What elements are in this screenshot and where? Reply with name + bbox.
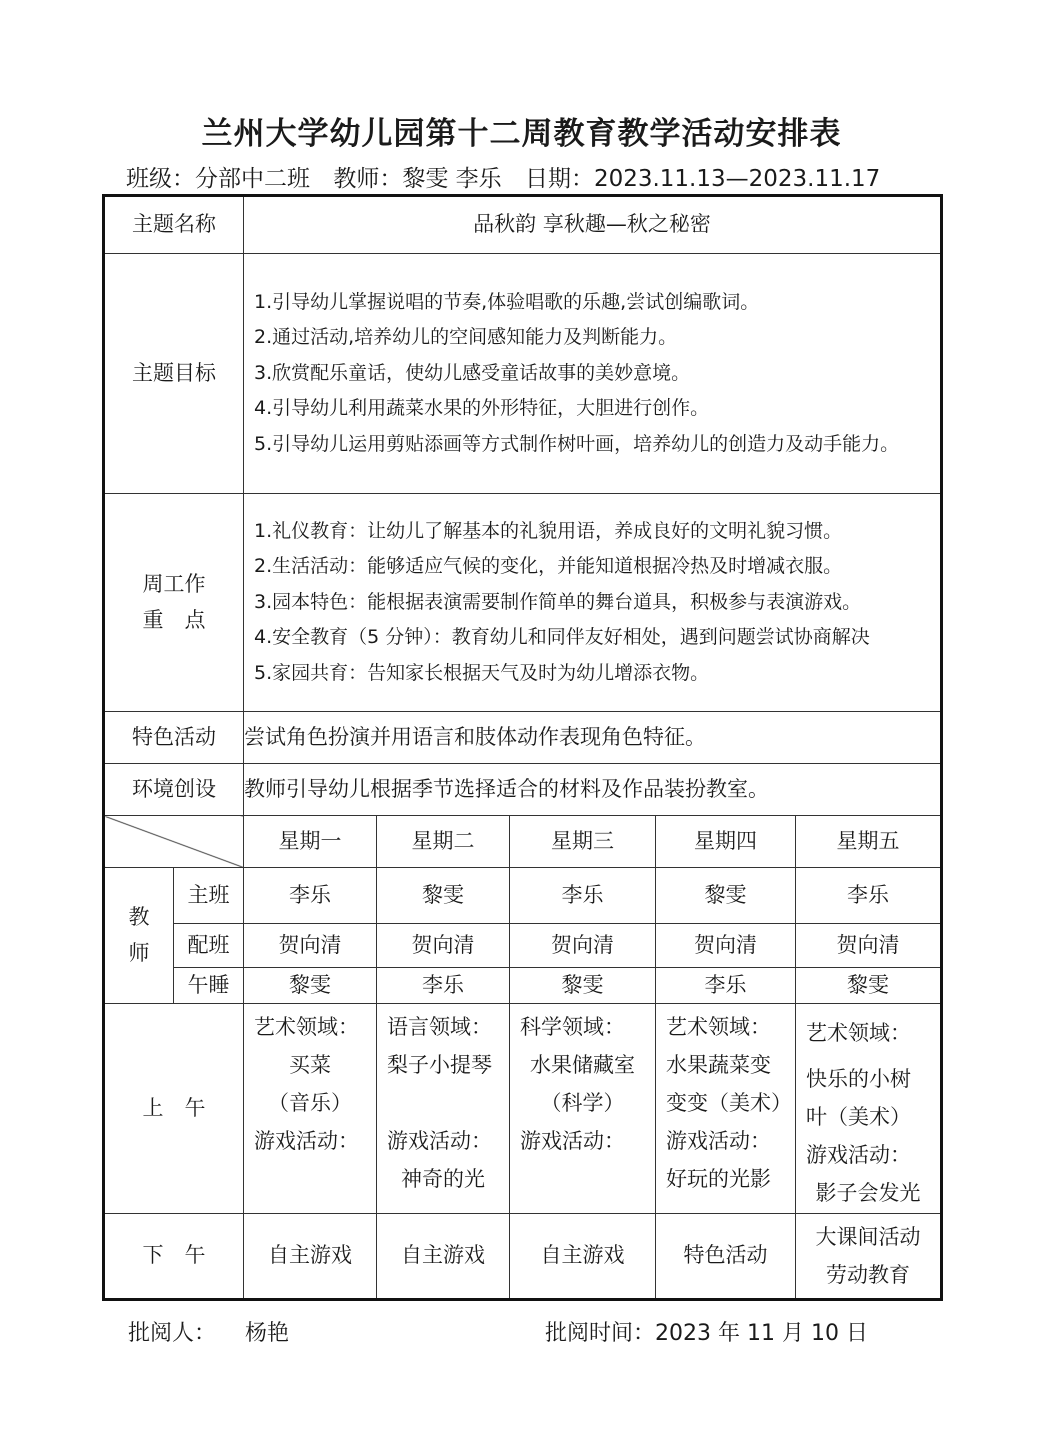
teacher-cell: 李乐 (656, 968, 796, 1004)
theme-row (104, 196, 942, 254)
date-label: 日期：2023.11.13—2023.11.17 (524, 166, 881, 192)
days-header-row (104, 816, 942, 868)
teacher-role-label: 配班 (174, 924, 244, 968)
morning-line: 神奇的光 (401, 1167, 485, 1191)
teacher-cell: 黎雯 (656, 868, 796, 924)
theme-label: 主题名称 (104, 196, 244, 254)
teacher-cell: 黎雯 (510, 968, 656, 1004)
teacher-row-assist (104, 924, 942, 968)
weekly-focus-list (244, 494, 942, 712)
morning-line: 游戏活动： (666, 1129, 771, 1153)
teacher-cell: 贺向清 (510, 924, 656, 968)
afternoon-line: 大课间活动 (815, 1225, 921, 1249)
goal-item: 3.欣赏配乐童话，使幼儿感受童话故事的美妙意境。 (254, 361, 691, 384)
goal-item: 4.引导幼儿利用蔬菜水果的外形特征，大胆进行创作。 (254, 397, 710, 420)
morning-row (104, 1004, 942, 1214)
morning-line: 艺术领域： (806, 1021, 911, 1045)
teacher-role-label: 主班 (174, 868, 244, 924)
afternoon-label: 下 午 (104, 1214, 244, 1300)
morning-label: 上 午 (104, 1004, 244, 1214)
goals-row (104, 254, 942, 494)
special-row (104, 712, 942, 764)
afternoon-cell: 特色活动 (656, 1214, 796, 1300)
morning-line: 游戏活动： (387, 1129, 492, 1153)
afternoon-cell: 自主游戏 (377, 1214, 510, 1300)
reviewer-label: 批阅人： (128, 1321, 217, 1346)
goals-label: 主题目标 (104, 254, 244, 494)
morning-line: 艺术领域： (666, 1015, 771, 1039)
morning-line: 水果储藏室 (530, 1053, 635, 1077)
morning-line: （科学） (540, 1091, 625, 1115)
teacher-group-label-1: 教 (128, 905, 150, 930)
special-value: 尝试角色扮演并用语言和肢体动作表现角色特征。 (244, 712, 942, 764)
focus-item: 3.园本特色：能根据表演需要制作简单的舞台道具，积极参与表演游戏。 (254, 590, 862, 613)
teacher-cell: 李乐 (377, 968, 510, 1004)
teacher-group-label (104, 868, 174, 1004)
review-time: 批阅时间：2023 年 11 月 10 日 (545, 1321, 868, 1346)
teacher-row-main (104, 868, 942, 924)
teacher-role-label: 午睡 (174, 968, 244, 1004)
afternoon-row (104, 1214, 942, 1300)
morning-cell-tue (377, 1004, 510, 1214)
morning-line: 快乐的小树 (806, 1067, 911, 1091)
focus-item: 4.安全教育（5 分钟）：教育幼儿和同伴友好相处，遇到问题尝试协商解决 (254, 626, 870, 649)
teacher-cell: 贺向清 (377, 924, 510, 968)
day-header: 星期四 (656, 816, 796, 868)
morning-line: 水果蔬菜变 (666, 1053, 771, 1077)
afternoon-cell-fri (796, 1214, 942, 1300)
theme-value: 品秋韵 享秋趣—秋之秘密 (244, 196, 942, 254)
teacher-cell: 李乐 (796, 868, 942, 924)
morning-line-blank (377, 1084, 509, 1122)
diagonal-header-cell (104, 816, 244, 868)
afternoon-cell: 自主游戏 (244, 1214, 377, 1300)
weekly-focus-row (104, 494, 942, 712)
teacher-cell: 黎雯 (244, 968, 377, 1004)
environment-value: 教师引导幼儿根据季节选择适合的材料及作品装扮教室。 (244, 764, 942, 816)
afternoon-cell: 自主游戏 (510, 1214, 656, 1300)
environment-row (104, 764, 942, 816)
goal-item: 1.引导幼儿掌握说唱的节奏,体验唱歌的乐趣,尝试创编歌词。 (254, 290, 760, 313)
teacher-cell: 贺向清 (656, 924, 796, 968)
special-label: 特色活动 (104, 712, 244, 764)
reviewer-block (128, 1316, 289, 1347)
info-line (126, 160, 896, 193)
goals-list (244, 254, 942, 494)
weekly-focus-label (104, 494, 244, 712)
morning-line: 梨子小提琴 (387, 1053, 492, 1077)
class-label: 班级：分部中二班 (126, 166, 310, 192)
day-header: 星期三 (510, 816, 656, 868)
focus-item: 2.生活活动：能够适应气候的变化，并能知道根据冷热及时增减衣服。 (254, 555, 843, 578)
morning-line: 买菜 (289, 1053, 331, 1077)
morning-line: 好玩的光影 (666, 1167, 771, 1191)
day-header: 星期五 (796, 816, 942, 868)
teacher-cell: 李乐 (244, 868, 377, 924)
teacher-cell: 贺向清 (244, 924, 377, 968)
teacher-label: 教师：黎雯 李乐 (333, 166, 502, 192)
weekly-focus-label-line2: 重 点 (142, 607, 206, 632)
focus-item: 5.家园共育：告知家长根据天气及时为幼儿增添衣物。 (254, 661, 710, 684)
page-title: 兰州大学幼儿园第十二周教育教学活动安排表 (201, 116, 842, 152)
morning-cell-wed (510, 1004, 656, 1214)
morning-line: 叶（美术） (806, 1105, 911, 1129)
morning-cell-mon (244, 1004, 377, 1214)
morning-line: 游戏活动： (520, 1129, 625, 1153)
day-header: 星期一 (244, 816, 377, 868)
teacher-row-nap (104, 968, 942, 1004)
morning-line: 游戏活动： (806, 1143, 911, 1167)
morning-line: 科学领域： (520, 1015, 625, 1039)
morning-line: 语言领域： (387, 1015, 492, 1039)
teacher-cell: 黎雯 (796, 968, 942, 1004)
environment-label: 环境创设 (104, 764, 244, 816)
afternoon-line: 劳动教育 (826, 1263, 910, 1287)
schedule-table (102, 194, 943, 1301)
teacher-cell: 李乐 (510, 868, 656, 924)
morning-cell-thu (656, 1004, 796, 1214)
morning-cell-fri (796, 1004, 942, 1214)
morning-line: 变变（美术） (666, 1091, 792, 1115)
goal-item: 5.引导幼儿运用剪贴添画等方式制作树叶画，培养幼儿的创造力及动手能力。 (254, 432, 900, 455)
teacher-cell: 贺向清 (796, 924, 942, 968)
focus-item: 1.礼仪教育：让幼儿了解基本的礼貌用语，养成良好的文明礼貌习惯。 (254, 519, 843, 542)
weekly-focus-label-line1: 周工作 (142, 572, 206, 597)
morning-line: （音乐） (268, 1091, 352, 1115)
teacher-group-label-2: 师 (128, 940, 150, 965)
teacher-cell: 黎雯 (377, 868, 510, 924)
day-header: 星期二 (377, 816, 510, 868)
morning-line: 影子会发光 (815, 1181, 921, 1205)
goal-item: 2.通过活动,培养幼儿的空间感知能力及判断能力。 (254, 326, 678, 349)
reviewer-name: 杨艳 (245, 1321, 290, 1346)
morning-line: 艺术领域： (254, 1015, 359, 1039)
morning-line: 游戏活动： (254, 1129, 359, 1153)
